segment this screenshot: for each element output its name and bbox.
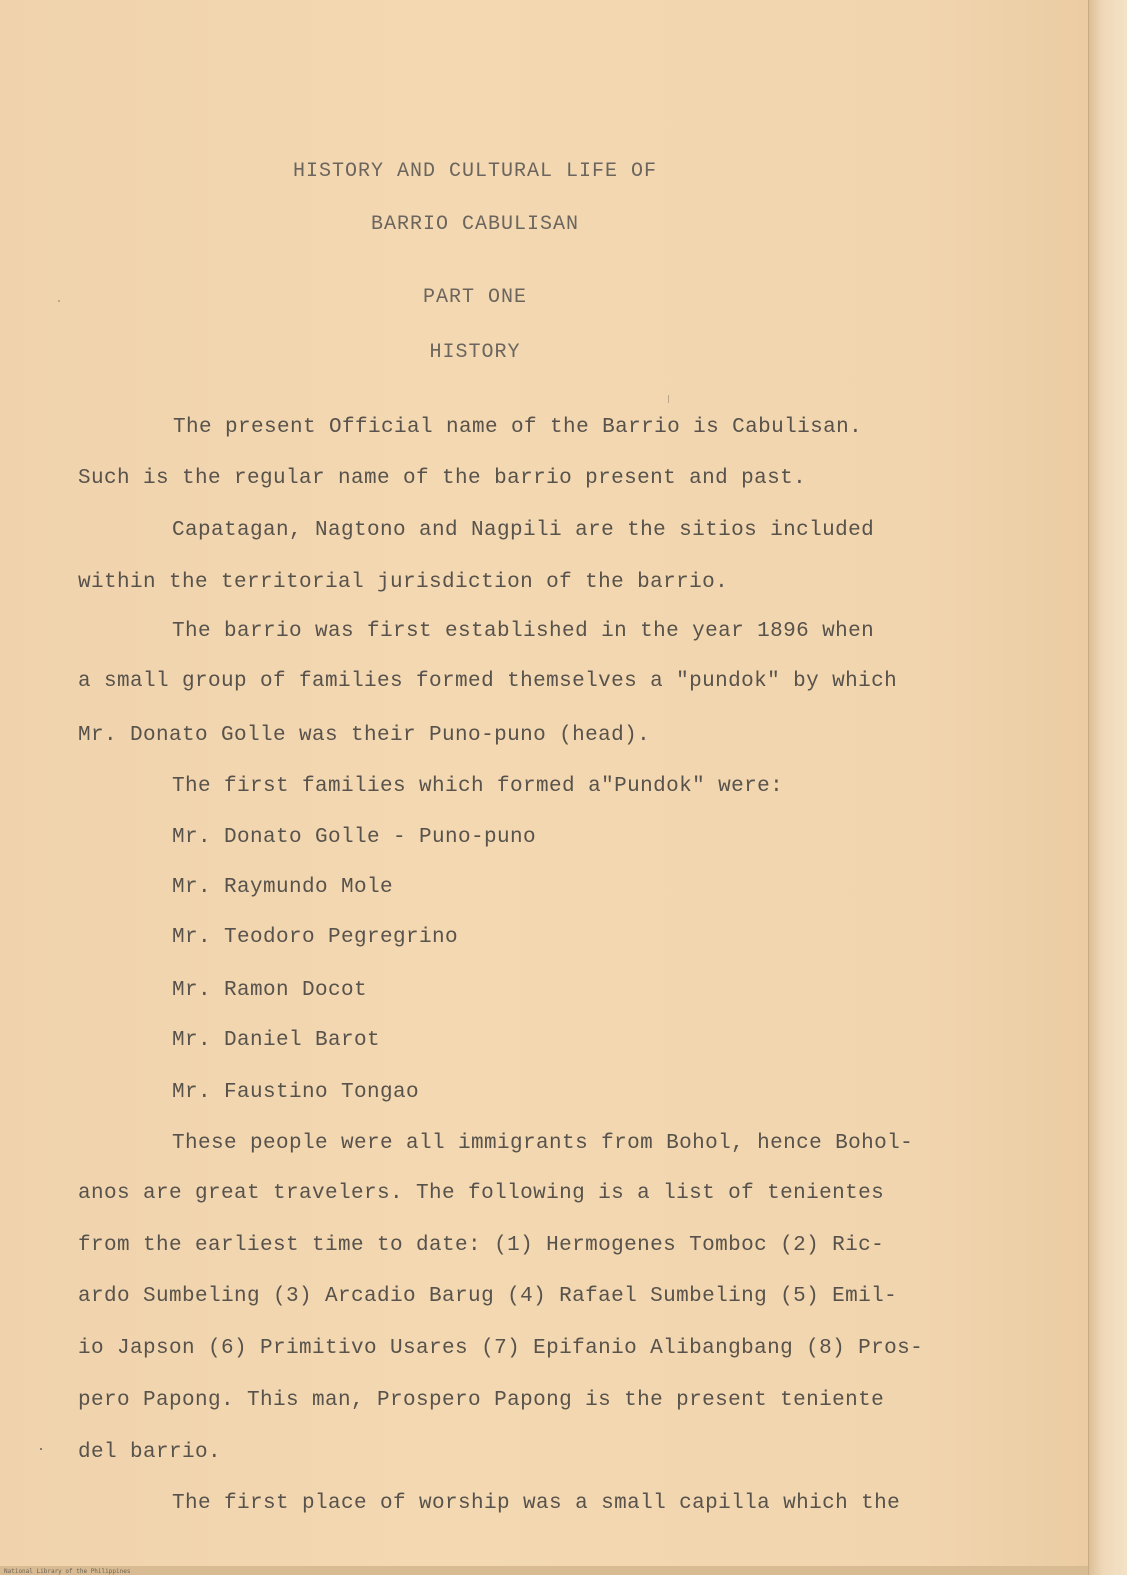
part-heading: PART ONE [422, 286, 527, 309]
family-list-item: Mr. Teodoro Pegregrino [172, 926, 459, 949]
text-line: Mr. Donato Golle was their Puno-puno (head). [78, 724, 651, 747]
family-list-item: Mr. Ramon Docot [172, 979, 368, 1002]
text-line: ardo Sumbeling (3) Arcadio Barug (4) Rafael Sumbeling (5) Emil- [78, 1285, 898, 1308]
paper-speck [40, 1448, 42, 1450]
paper-speck [668, 395, 669, 403]
text-line: The present Official name of the Barrio is Cabulisan. [173, 416, 863, 439]
family-list-item: Mr. Faustino Tongao [172, 1081, 420, 1104]
text-line: io Japson (6) Primitivo Usares (7) Epifanio Alibangbang (8) Pros- [78, 1337, 924, 1360]
text-line: The first place of worship was a small capilla which the [172, 1492, 901, 1515]
text-line: Capatagan, Nagtono and Nagpili are the sitios included [172, 519, 875, 542]
footer-attribution: National Library of the Philippines [4, 1568, 131, 1575]
family-list-item: Mr. Daniel Barot [172, 1029, 381, 1052]
family-list-item: Mr. Raymundo Mole [172, 876, 394, 899]
text-line: within the territorial jurisdiction of the barrio. [78, 571, 729, 594]
text-line: anos are great travelers. The following is a list of tenientes [78, 1182, 885, 1205]
text-line: The barrio was first established in the year 1896 when [172, 620, 875, 643]
footer-strip [0, 1566, 1088, 1575]
page-edge-shadow [1088, 0, 1127, 1575]
document-title-line2: BARRIO CABULISAN [370, 213, 580, 236]
text-line: from the earliest time to date: (1) Hermogenes Tomboc (2) Ric- [78, 1234, 885, 1257]
text-line: The first families which formed a"Pundok" were: [172, 775, 784, 798]
text-line: pero Papong. This man, Prospero Papong is the present teniente [78, 1389, 885, 1412]
text-line: Such is the regular name of the barrio present and past. [78, 467, 807, 490]
document-title-line1: HISTORY AND CULTURAL LIFE OF [292, 160, 658, 183]
text-line: These people were all immigrants from Bohol, hence Bohol- [172, 1132, 914, 1155]
text-line: del barrio. [78, 1441, 222, 1464]
family-list-item: Mr. Donato Golle - Puno-puno [172, 826, 537, 849]
text-line: a small group of families formed themselves a "pundok" by which [78, 670, 898, 693]
section-heading: HISTORY [429, 341, 521, 364]
paper-speck [58, 300, 60, 302]
